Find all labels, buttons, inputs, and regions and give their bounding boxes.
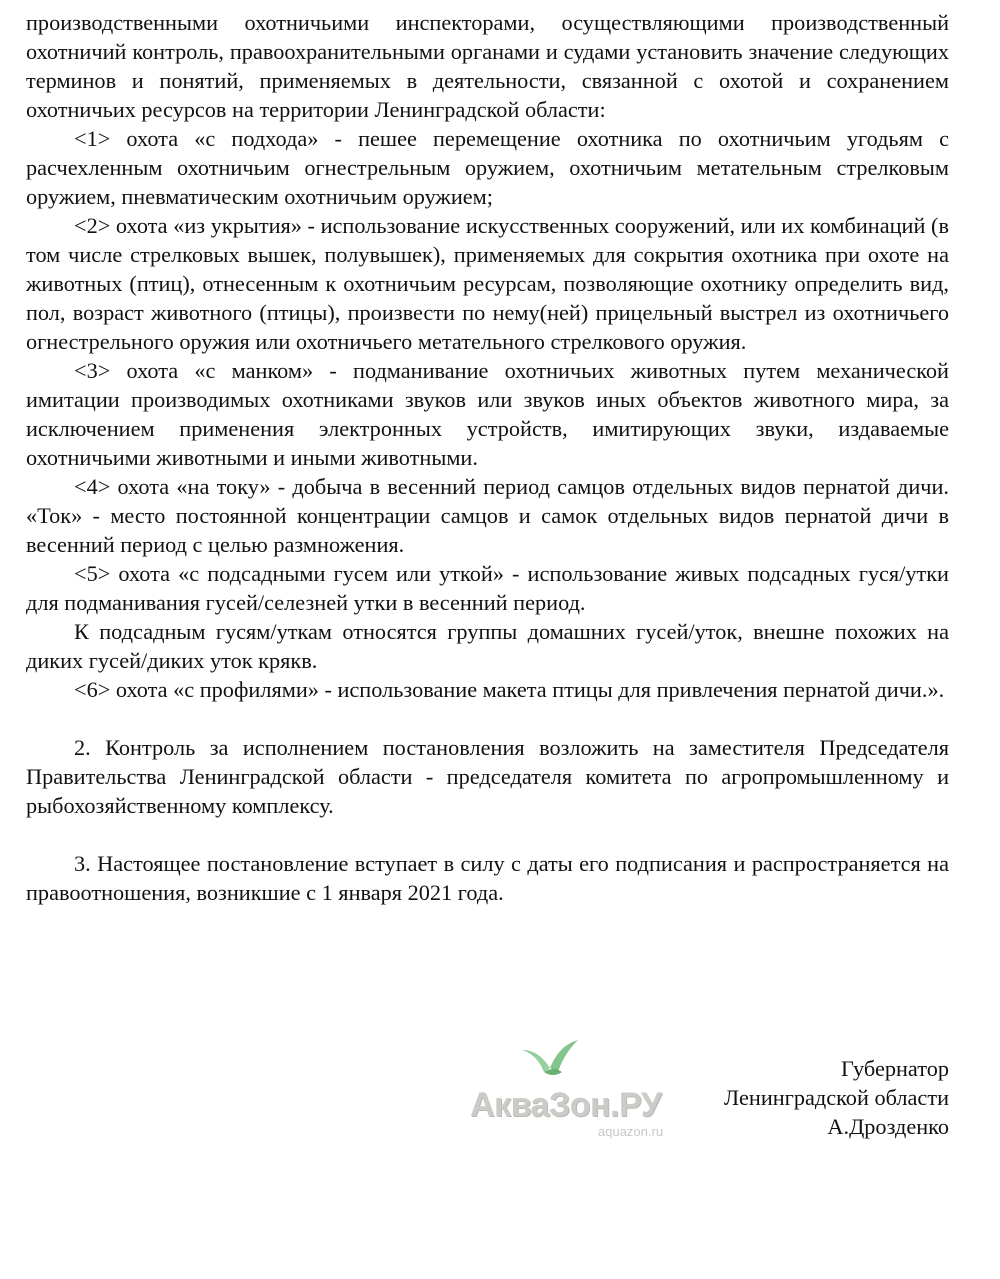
watermark-url: aquazon.ru (598, 1124, 664, 1139)
signature-position: Губернатор (841, 1056, 949, 1081)
definition-3: <3> охота «с манком» - подманивание охотничьих животных путем механической имитации производимых охотниками звуков или звуков иных объектов животного мира, за исключением применения электронных устройств, имитирующих звуки, издаваемые охотничьими животными и иными животными. (26, 358, 949, 470)
signature-region: Ленинградской области (724, 1085, 949, 1110)
watermark-logo: АкваЗон.РУ (470, 1086, 662, 1124)
bird-icon (520, 1038, 590, 1088)
signature-name: А.Дрозденко (827, 1114, 949, 1139)
intro-paragraph: производственными охотничьими инспекторами, осуществляющими производственный охотничий контроль, правоохранительными органами и судами установить значение следующих терминов и понятий, применяемых в деятельности, связанной с охотой и сохранением охотничьих ресурсов на территории Ленинградской области: (26, 10, 949, 122)
watermark (470, 1038, 680, 1143)
definition-4: <4> охота «на току» - добыча в весенний период самцов отдельных видов пернатой дичи. «Ток» - место постоянной концентрации самцов и самок отдельных видов пернатой дичи в весенний период с целью размножения. (26, 474, 949, 557)
definition-6: <6> охота «с профилями» - использование макета птицы для привлечения пернатой дичи.». (74, 677, 945, 702)
definition-1: <1> охота «с подхода» - пешее перемещение охотника по охотничьим угодьям с расчехленным охотничьим огнестрельным оружием, охотничьим метательным стрелковым оружием, пневматическим охотничьим оружием; (26, 126, 949, 209)
definition-2: <2> охота «из укрытия» - использование искусственных сооружений, или их комбинаций (в том числе стрелковых вышек, полувышек), применяемых для сокрытия охотника при охоте на животных (птиц), отнесенным к охотничьим ресурсам, позволяющие охотнику определить вид, пол, возраст животного (птицы), произвести по нему(ней) прицельный выстрел из охотничьего огнестрельного оружия или охотничьего метательного стрелкового оружия. (26, 213, 949, 354)
clause-3: 3. Настоящее постановление вступает в силу с даты его подписания и распространяется на правоотношения, возникшие с 1 января 2021 года. (26, 851, 949, 905)
definition-5-note: К подсадным гусям/уткам относятся группы домашних гусей/уток, внешне похожих на диких гусей/диких уток крякв. (26, 619, 949, 673)
definition-5: <5> охота «с подсадными гусем или уткой» - использование живых подсадных гуся/утки для подманивания гусей/селезней утки в весенний период. (26, 561, 949, 615)
signature-block (724, 1054, 949, 1141)
clause-2: 2. Контроль за исполнением постановления возложить на заместителя Председателя Правительства Ленинградской области - председателя комитета по агропромышленному и рыбохозяйственному комплексу. (26, 735, 949, 818)
document-body (26, 8, 949, 907)
